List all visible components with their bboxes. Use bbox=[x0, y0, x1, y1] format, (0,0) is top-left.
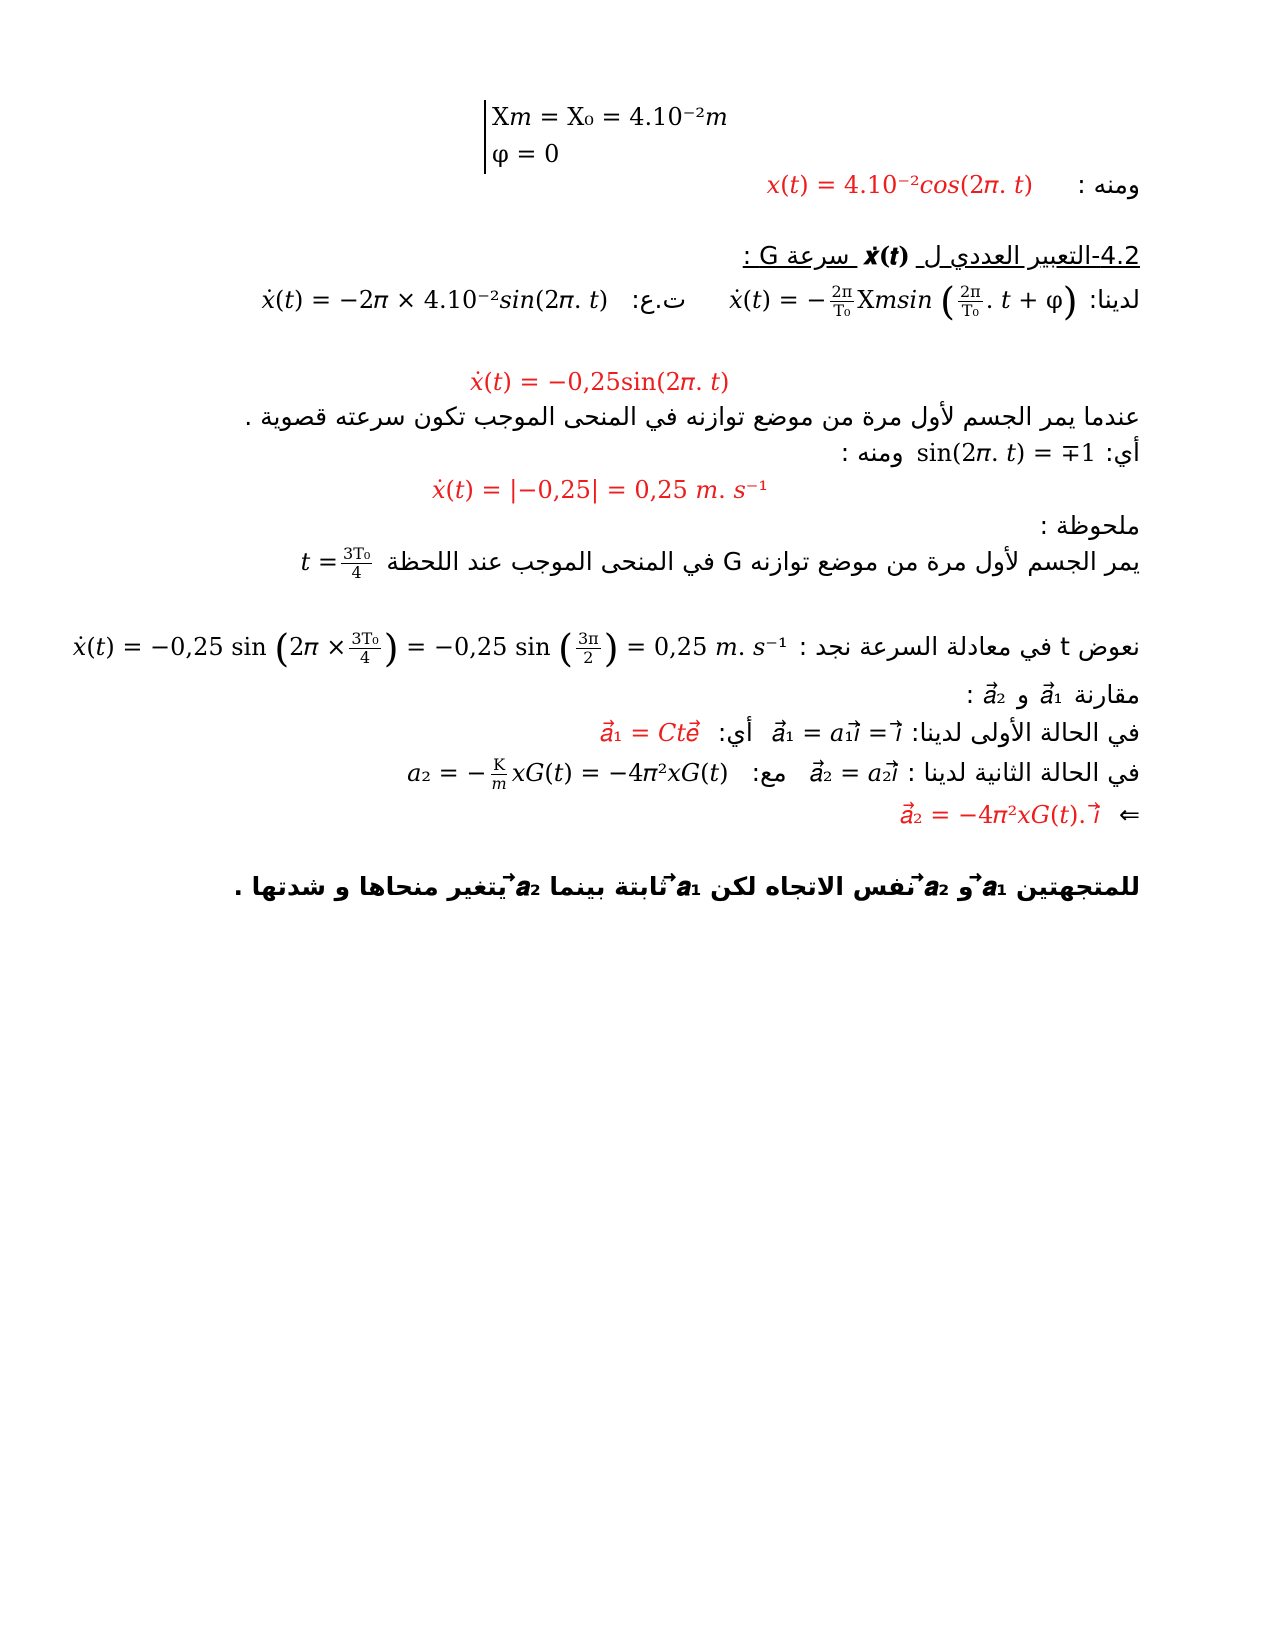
paren-close: ) bbox=[1062, 279, 1078, 324]
paren-open: ( bbox=[274, 626, 290, 671]
we-have-label: لدينا: bbox=[1088, 285, 1140, 314]
fraction bbox=[830, 283, 855, 320]
second-case-result: 𝑎⃗₂ = −4𝜋²𝑥𝐺(𝑡). 𝑖⃗ bbox=[900, 801, 1100, 829]
substitution-part: = 0,25 𝑚. 𝑠⁻¹ bbox=[626, 633, 788, 661]
amplitude-equation: X𝑚 = X₀ = 4.10⁻²𝑚 bbox=[492, 103, 728, 131]
colon: : bbox=[965, 680, 975, 709]
velocity-formula-part: . 𝑡 + φ bbox=[985, 286, 1063, 314]
position-equation: 𝑥(𝑡) = 4.10⁻²𝑐𝑜𝑠(2𝜋. 𝑡) bbox=[766, 171, 1034, 199]
second-case-equation: 𝑎⃗₂ = 𝑎₂𝑖⃗ bbox=[809, 759, 899, 787]
velocity-result: 𝑥̇(𝑡) = −0,25sin(2𝜋. 𝑡) bbox=[470, 368, 730, 396]
substitution-text: نعوض t في معادلة السرعة نجد : bbox=[798, 632, 1140, 661]
heading-text: 4.2-التعبير العددي ل bbox=[923, 241, 1140, 270]
paren-open: ( bbox=[940, 279, 955, 324]
second-case-line bbox=[407, 756, 1140, 793]
fraction-denominator: 2 bbox=[583, 648, 594, 667]
second-case-acceleration bbox=[407, 756, 728, 793]
paren-close: ) bbox=[383, 626, 399, 671]
first-case-equation: 𝑎⃗₁ = 𝑎₁𝑖⃗ = 𝑖⃗ bbox=[771, 719, 902, 747]
velocity-formula-line bbox=[261, 279, 1140, 324]
fraction bbox=[490, 756, 509, 793]
first-case-text: في الحالة الأولى لدينا: bbox=[911, 718, 1140, 747]
first-case-line bbox=[600, 718, 1140, 747]
heading-tail: سرعة G : bbox=[742, 241, 850, 270]
substitution-part: 𝑥̇(𝑡) = −0,25 sin bbox=[72, 633, 267, 661]
fraction-denominator: T₀ bbox=[961, 301, 979, 320]
hence-label: ومنه : bbox=[1077, 170, 1140, 199]
acceleration-part: 𝑥𝐺(𝑡) = −4𝜋²𝑥𝐺(𝑡) bbox=[511, 759, 729, 787]
time-instant-line bbox=[301, 545, 1140, 582]
fraction bbox=[576, 630, 601, 667]
initial-conditions-system bbox=[484, 100, 728, 174]
paren-open: ( bbox=[558, 626, 573, 671]
comparison-text: مقارنة bbox=[1073, 680, 1140, 709]
fraction-numerator: 2π bbox=[831, 282, 853, 301]
heading-symbol: 𝒙̇(𝒕) bbox=[863, 241, 910, 270]
fraction bbox=[958, 283, 983, 320]
max-speed-value: 𝑥̇(𝑡) = |−0,25| = 0,25 𝑚. 𝑠⁻¹ bbox=[432, 476, 769, 504]
max-speed-statement: عندما يمر الجسم لأول مرة من موضع توازنه في المنحى الموجب تكون سرعته قصوية . bbox=[244, 402, 1140, 431]
fraction-numerator: 3T₀ bbox=[351, 629, 379, 648]
substitution-part: 2𝜋 × bbox=[289, 633, 347, 661]
velocity-formula-part: X𝑚𝑠𝑖𝑛 bbox=[857, 286, 933, 314]
fraction-numerator: K bbox=[493, 755, 506, 774]
velocity-formula-part: 𝑥̇(𝑡) = − bbox=[729, 286, 827, 314]
velocity-numeric-formula: 𝑥̇(𝑡) = −2𝜋 × 4.10⁻²𝑠𝑖𝑛(2𝜋. 𝑡) bbox=[261, 286, 609, 314]
substitution-line bbox=[72, 626, 1140, 671]
fraction bbox=[341, 545, 372, 582]
position-equation-line bbox=[767, 170, 1140, 199]
vector-a1: 𝑎⃗₁ bbox=[1040, 681, 1063, 709]
implies-arrow: ⇐ bbox=[1119, 800, 1140, 829]
substitution-equation bbox=[72, 626, 788, 671]
fraction-numerator: 3π bbox=[578, 629, 599, 648]
section-heading bbox=[743, 241, 1140, 270]
sine-condition-line bbox=[841, 438, 1140, 467]
hence-label-2: ومنه : bbox=[840, 438, 904, 467]
note-label: ملحوظة : bbox=[1039, 511, 1140, 540]
numeric-application-label: ت.ع: bbox=[631, 285, 687, 314]
time-instant-value bbox=[301, 545, 376, 582]
fraction-denominator: T₀ bbox=[833, 301, 851, 320]
sine-condition: sin(2𝜋. 𝑡) = ∓1 bbox=[916, 439, 1096, 467]
second-case-result-line bbox=[900, 800, 1140, 829]
time-instant-text: يمر الجسم لأول مرة من موضع توازنه G في المنحى الموجب عند اللحظة bbox=[386, 547, 1140, 576]
conclusion-text: للمتجهتين 𝒂⃗₁ و 𝒂⃗₂ نفس الاتجاه لكن 𝒂⃗₁ ثابتة بينما 𝒂⃗₂ يتغير منحاها و شدتها . bbox=[233, 872, 1140, 901]
first-case-result: 𝑎⃗₁ = 𝐶𝑡𝑒⃗ bbox=[599, 719, 699, 747]
vector-a2: 𝑎⃗₂ bbox=[983, 681, 1006, 709]
second-case-text: في الحالة الثانية لدينا : bbox=[907, 758, 1140, 787]
fraction-denominator: 4 bbox=[351, 563, 362, 582]
fraction-denominator: 𝑚 bbox=[491, 774, 507, 793]
acceleration-part: 𝑎₂ = − bbox=[407, 759, 487, 787]
and-word: و bbox=[1016, 680, 1030, 709]
that-is-label: أي: bbox=[1105, 438, 1140, 467]
fraction-denominator: 4 bbox=[359, 648, 371, 667]
time-symbol: 𝑡 = bbox=[300, 548, 339, 576]
that-is-label-2: أي: bbox=[717, 718, 753, 747]
phase-equation: φ = 0 bbox=[492, 140, 560, 168]
velocity-general-formula bbox=[729, 279, 1078, 324]
substitution-part: = −0,25 sin bbox=[406, 633, 551, 661]
comparison-line bbox=[966, 680, 1140, 709]
with-label: مع: bbox=[751, 758, 787, 787]
fraction-numerator: 3T₀ bbox=[343, 544, 371, 563]
fraction bbox=[349, 630, 380, 667]
fraction-numerator: 2π bbox=[960, 282, 981, 301]
paren-close: ) bbox=[603, 626, 619, 671]
